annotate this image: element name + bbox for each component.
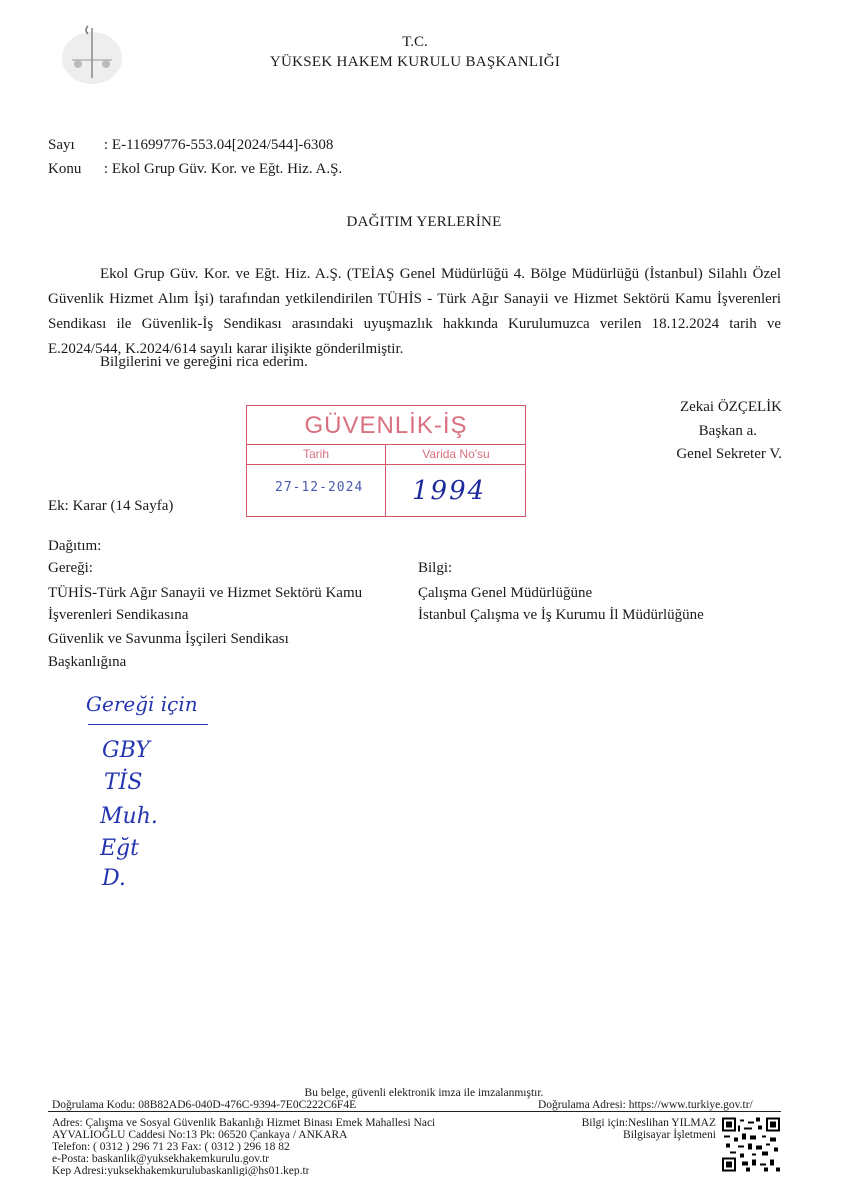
handwritten-item: TİS — [104, 770, 143, 795]
esign-note: Bu belge, güvenli elektronik imza ile imzalanmıştır. — [304, 1087, 544, 1099]
signatory-name: Zekai ÖZÇELİK — [679, 399, 782, 415]
handwritten-underline — [88, 724, 208, 725]
footer-contact-name: Bilgi için:Neslihan YILMAZ — [581, 1117, 716, 1129]
footer-email: e-Posta: baskanlik@yuksekhakemkurulu.gov.tr — [52, 1153, 270, 1165]
closing-sentence: Bilgilerini ve gereğini rica ederim. — [100, 354, 308, 370]
bilgi-item: Çalışma Genel Müdürlüğüne — [418, 585, 593, 601]
stamp-divider — [385, 444, 386, 516]
distribution-heading: Dağıtım: — [48, 538, 102, 554]
konu-value: : Ekol Grup Güv. Kor. ve Eğt. Hiz. A.Ş. — [104, 161, 343, 177]
handwritten-item: Eğt — [100, 836, 139, 861]
handwritten-item: GBY — [102, 738, 150, 763]
handwritten-item: D. — [102, 866, 126, 891]
stamp-date-label: Tarih — [302, 447, 329, 461]
signatory-title-2: Genel Sekreter V. — [676, 446, 782, 462]
header-line-1: T.C. — [402, 34, 428, 50]
sayi-value: : E-11699776-553.04[2024/544]-6308 — [104, 137, 334, 153]
gereği-item: Başkanlığına — [48, 654, 127, 670]
gereği-item: Güvenlik ve Savunma İşçileri Sendikası — [48, 631, 289, 647]
institution-logo — [58, 20, 126, 88]
footer-divider — [48, 1111, 781, 1112]
attachment-note: Ek: Karar (14 Sayfa) — [48, 498, 174, 514]
bilgi-item: İstanbul Çalışma ve İş Kurumu İl Müdürlüğüne — [418, 607, 704, 623]
gereği-label: Gereği: — [48, 560, 93, 576]
signatory-title-1: Başkan a. — [698, 423, 757, 439]
sayi-label: Sayı — [48, 137, 75, 153]
stamp-divider — [247, 464, 525, 465]
footer-contact-title: Bilgisayar İşletmeni — [623, 1129, 716, 1141]
qr-code — [722, 1117, 780, 1172]
handwritten-note: Gereği için — [86, 692, 198, 716]
gereği-item: İşverenleri Sendikasına — [48, 607, 189, 623]
stamp-no-label: Varida No'su — [422, 447, 490, 461]
verification-code: Doğrulama Kodu: 08B82AD6-040D-476C-9394-7E0C222C6F4E — [52, 1099, 357, 1111]
footer-phone: Telefon: ( 0312 ) 296 71 23 Fax: ( 0312 ) 296 18 82 — [52, 1141, 290, 1153]
receipt-stamp — [246, 405, 526, 517]
footer-kep: Kep Adresi:yuksekhakemkurulubaskanligi@hs01.kep.tr — [52, 1165, 310, 1176]
stamp-number-value: 1994 — [412, 476, 487, 506]
bilgi-label: Bilgi: — [418, 560, 453, 576]
stamp-divider — [247, 444, 525, 445]
handwritten-item: Muh. — [100, 804, 158, 829]
stamp-org: GÜVENLİK-İŞ — [304, 412, 468, 439]
footer-address-2: AYVALIOĞLU Caddesi No:13 Pk: 06520 Çankaya / ANKARA — [52, 1129, 348, 1141]
header-line-2: YÜKSEK HAKEM KURULU BAŞKANLIĞI — [269, 54, 561, 70]
body-paragraph: Ekol Grup Güv. Kor. ve Eğt. Hiz. A.Ş. (TEİAŞ Genel Müdürlüğü 4. Bölge Müdürlüğü (İstanbul) Silahlı Özel Güvenlik Hizmet Alım İşi) tarafından yetkilendirilen TÜHİS - Türk Ağır Sanayii ve Hizmet Sektörü Kamu İşverenleri Sendikası ile Güvenlik-İş Sendikası arasındaki uyuşmazlık hakkında Kurulumuzca verilen 18.12.2024 tarih ve E.2024/544, K.2024/614 sayılı karar ilişikte gönderilmiştir. — [48, 266, 781, 357]
document-title: DAĞITIM YERLERİNE — [346, 214, 502, 230]
gereği-item: TÜHİS-Türk Ağır Sanayii ve Hizmet Sektörü Kamu — [48, 585, 363, 601]
verification-address: Doğrulama Adresi: https://www.turkiye.gov.tr/ — [538, 1099, 753, 1111]
konu-label: Konu — [48, 161, 82, 177]
footer-address-1: Adres: Çalışma ve Sosyal Güvenlik Bakanlığı Hizmet Binası Emek Mahallesi Naci — [52, 1117, 436, 1129]
stamp-date-value: 27-12-2024 — [275, 480, 364, 495]
